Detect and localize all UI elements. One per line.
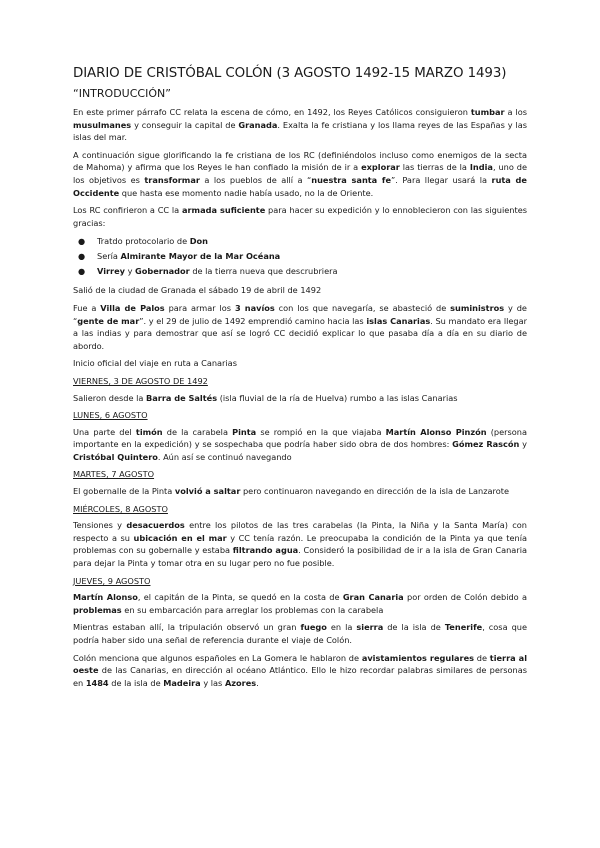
palos-paragraph bbox=[73, 302, 527, 352]
text-run: ”. Para llegar usará la bbox=[391, 174, 492, 185]
text-run: y bbox=[124, 266, 136, 277]
bold-text: tumbar bbox=[470, 107, 505, 117]
text-run: En este primer párrafo CC relata la escena de cómo, en 1492, los Reyes Católicos consiguieron bbox=[73, 107, 471, 117]
honors-list bbox=[73, 234, 527, 279]
entry-date: MARTES, 7 AGOSTO bbox=[73, 469, 155, 480]
text-run: ”. y el 29 de julio de 1492 emprendió camino hacia las bbox=[139, 315, 367, 326]
text-run: para hacer su expedición y lo ennoblecieron con las siguientes gracias: bbox=[73, 205, 528, 228]
text-run: de bbox=[474, 652, 490, 663]
text-run: (isla fluvial de la ría de Huelva) rumbo a las islas Canarias bbox=[217, 392, 458, 403]
text-run: por orden de Colón debido a bbox=[403, 592, 527, 603]
list-item bbox=[73, 264, 527, 279]
page-title: DIARIO DE CRISTÓBAL COLÓN (3 AGOSTO 1492-15 MARZO 1493) bbox=[73, 66, 507, 81]
entry-paragraph bbox=[73, 652, 527, 690]
bold-text: transformar bbox=[144, 174, 200, 185]
text-run: (persona importante en la expedición) y se sospechaba que podría haber sido obra de dos hombres: bbox=[73, 426, 527, 450]
departure-line: Salió de la ciudad de Granada el sábado 19 de abril de 1492 bbox=[73, 285, 322, 296]
bold-text: problemas bbox=[73, 604, 122, 615]
bold-text: fuego bbox=[300, 622, 327, 633]
bold-text: Tenerife bbox=[444, 622, 483, 633]
bold-text: islas Canarias bbox=[366, 315, 431, 326]
bullet-icon: ● bbox=[78, 266, 86, 277]
text-run: . Su mandato era llegar a las indias y para demostrar que así se logró CC decidió explicar lo que pasaba día a día en su diario de abordo. bbox=[73, 315, 527, 351]
list-item bbox=[73, 249, 527, 264]
bold-text: Gran Canaria bbox=[342, 592, 404, 603]
text-run: de la isla de bbox=[108, 677, 164, 688]
text-run: Salieron desde la bbox=[73, 392, 147, 403]
text-run: Tratdo protocolario de bbox=[97, 236, 190, 247]
text-run: Los RC confirieron a CC la bbox=[73, 205, 182, 216]
text-run: Colón menciona que algunos españoles en La Gomera le hablaron de bbox=[73, 652, 362, 663]
bold-text: Granada bbox=[238, 119, 278, 130]
bold-text: volvió a saltar bbox=[174, 486, 241, 497]
text-run: Fue a bbox=[73, 302, 101, 313]
bold-text: Barra de Saltés bbox=[146, 392, 218, 403]
text-run: y las bbox=[200, 677, 225, 688]
bold-text: suministros bbox=[450, 302, 505, 313]
bold-text: Don bbox=[189, 236, 208, 247]
bold-text: Azores bbox=[224, 677, 257, 688]
bold-text: explorar bbox=[361, 162, 400, 173]
text-run: con los que navegaría, se abasteció de bbox=[274, 302, 451, 313]
intro-paragraph-2 bbox=[73, 149, 527, 199]
text-run: El gobernalle de la Pinta bbox=[73, 486, 175, 497]
bold-text: Gómez Rascón bbox=[452, 439, 520, 450]
bold-text: 1484 bbox=[85, 677, 109, 688]
bold-text: India bbox=[469, 162, 493, 173]
entry-paragraph bbox=[73, 485, 527, 498]
bold-text: armada suficiente bbox=[181, 205, 266, 216]
bold-text: Gobernador bbox=[135, 266, 190, 277]
text-run: de la carabela bbox=[162, 426, 233, 437]
text-run: que hasta ese momento nadie había usado, no la de Oriente. bbox=[119, 187, 374, 198]
text-run: de la isla de bbox=[383, 622, 445, 633]
text-run: a los bbox=[504, 107, 528, 117]
text-run: entre los pilotos de las tres carabelas (la Pinta, la Niña y la Santa María) con respecto a su bbox=[73, 520, 527, 543]
text-run: para armar los bbox=[164, 302, 235, 313]
entry-paragraph bbox=[73, 426, 527, 464]
text-run: pero continuaron navegando en dirección de la isla de Lanzarote bbox=[240, 486, 509, 497]
text-run: . bbox=[256, 677, 259, 688]
bold-text: timón bbox=[135, 426, 163, 437]
bold-text: Almirante Mayor de la Mar Océana bbox=[120, 251, 281, 262]
bold-text: Madeira bbox=[163, 677, 201, 688]
text-run: Sería bbox=[97, 251, 121, 262]
bold-text: Martín Alonso bbox=[73, 592, 138, 603]
bold-text: Virrey bbox=[97, 266, 125, 277]
bold-text: musulmanes bbox=[73, 119, 132, 130]
bullet-icon: ● bbox=[78, 236, 86, 247]
entry-date: VIERNES, 3 DE AGOSTO DE 1492 bbox=[73, 375, 208, 386]
bold-text: Martín Alonso Pinzón bbox=[385, 426, 487, 437]
section-subtitle: “INTRODUCCIÓN” bbox=[73, 87, 171, 100]
intro-paragraph-3 bbox=[73, 204, 527, 229]
bold-text: tierra al oeste bbox=[73, 652, 527, 676]
text-run: , uno de los objetivos es bbox=[73, 162, 527, 185]
bold-text: 3 navíos bbox=[234, 302, 275, 313]
text-run: se rompió en la que viajaba bbox=[256, 426, 386, 437]
text-run: las tierras de la bbox=[399, 162, 470, 173]
text-run: en su embarcación para arreglar los problemas con la carabela bbox=[121, 604, 384, 615]
voyage-start-line: Inicio oficial del viaje en ruta a Canarias bbox=[73, 358, 237, 369]
text-run: en la bbox=[326, 622, 357, 633]
entry-date: LUNES, 6 AGOSTO bbox=[73, 410, 148, 421]
entry-paragraph bbox=[73, 591, 527, 616]
text-run: . Aún así se continuó navegando bbox=[157, 451, 292, 462]
bullet-icon: ● bbox=[78, 251, 86, 262]
text-run: , el capitán de la Pinta, se quedó en la costa de bbox=[137, 592, 343, 603]
text-run: de la tierra nueva que descrubriera bbox=[189, 266, 338, 277]
bold-text: sierra bbox=[356, 622, 384, 633]
bold-text: Cristóbal Quintero bbox=[73, 451, 158, 462]
bold-text: nuestra santa fe bbox=[311, 174, 392, 185]
text-run: . Exalta la fe cristiana y los llama reyes de las Españas y las islas del mar. bbox=[73, 119, 528, 143]
text-run: Tensiones y bbox=[73, 520, 127, 531]
entry-paragraph bbox=[73, 519, 527, 569]
bold-text: ubicación en el mar bbox=[133, 532, 227, 543]
entry-date: MIÉRCOLES, 8 AGOSTO bbox=[73, 503, 168, 514]
entry-paragraph bbox=[73, 392, 527, 405]
entry-date: JUEVES, 9 AGOSTO bbox=[73, 575, 151, 586]
bold-text: filtrando agua bbox=[232, 545, 299, 556]
text-run: a los pueblos de allí a “ bbox=[199, 174, 312, 185]
text-run: y bbox=[519, 439, 527, 450]
bold-text: Villa de Palos bbox=[100, 302, 165, 313]
intro-paragraph-1 bbox=[73, 106, 527, 144]
text-run: Mientras estaban allí, la tripulación observó un gran bbox=[73, 622, 301, 633]
bold-text: gente de mar bbox=[77, 315, 140, 326]
bold-text: avistamientos regulares bbox=[361, 652, 475, 663]
bold-text: ruta de Occidente bbox=[73, 174, 527, 198]
entry-paragraph bbox=[73, 621, 527, 646]
list-item bbox=[73, 234, 527, 249]
text-run: de las Canarias, en dirección al océano Atlántico. Ello le hizo recordar palabras similares de personas en bbox=[73, 665, 527, 688]
text-run: Una parte del bbox=[73, 426, 136, 437]
text-run: , cosa que podría haber sido una señal de referencia durante el viaje de Colón. bbox=[73, 622, 528, 645]
text-run: A continuación sigue glorificando la fe cristiana de los RC (definiéndolos incluso como enemigos de la secta de Mahoma) y afirma que los Reyes le han confiado la misión de ir a bbox=[73, 149, 527, 173]
text-run: y de “ bbox=[73, 302, 527, 326]
text-run: y CC tenía razón. Le preocupaba la condición de la Pinta ya que tenía problemas con su gobernalle y estaba bbox=[73, 532, 528, 556]
bold-text: desacuerdos bbox=[126, 520, 185, 531]
text-run: y conseguir la capital de bbox=[131, 119, 239, 130]
text-run: . Consideró la posibilidad de ir a la isla de Gran Canaria para dejar la Pinta y tomar otra en su lugar pero no fue posible. bbox=[73, 545, 527, 569]
bold-text: Pinta bbox=[232, 426, 257, 437]
